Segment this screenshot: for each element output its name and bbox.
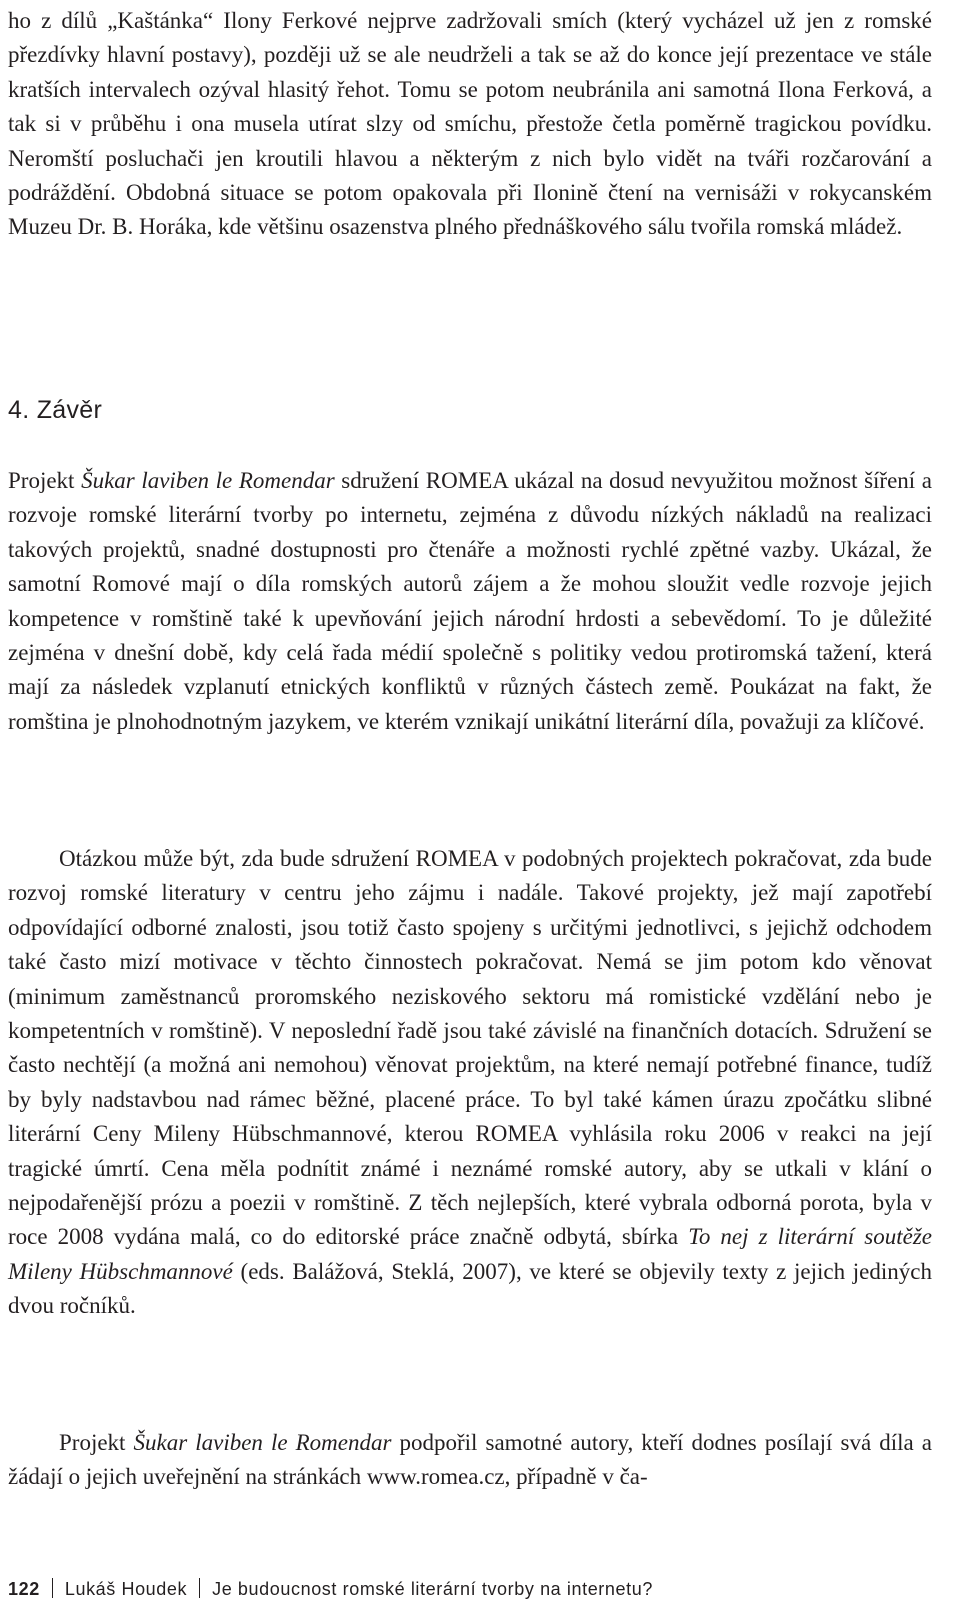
footer-divider: [199, 1578, 200, 1598]
page-footer: [8, 1578, 653, 1600]
footer-author: Lukáš Houdek: [64, 1579, 188, 1599]
page-number: 122: [8, 1579, 40, 1599]
paragraph-text: ho z dílů „Kaštánka“ Ilony Ferkové nejprve zadržovali smích (který vycházel už jen z romské přezdívky hlavní postavy), později už se ale neudrželi a tak se až do konce její prezentace ve stále kratších intervalech ozýval hlasitý řehot. Tomu se potom neubránila ani samotná Ilona Ferková, a tak si v průběhu i ona musela utírat slzy od smíchu, přestože četla poměrně tragickou povídku. Neromští posluchači jen kroutili hlavou a některým z nich bylo vidět na tváři rozčarování a podráždění. Obdobná situace se potom opakovala při Ilonině čtení na vernisáži v rokycanském Muzeu Dr. B. Horáka, kde většinu osazenstva plného přednáškového sálu tvořila romská mládež.: [8, 8, 932, 240]
paragraph-text: Projekt: [59, 1430, 134, 1455]
paragraph-text: Otázkou může být, zda bude sdružení ROMEA v podobných projektech pokračovat, zda bude rozvoj romské literatury v centru jeho zájmu i nadále. Takové projekty, jež mají zapotřebí odpovídající odborné znalosti, jsou totiž často spojeny s určitými jednotlivci, s jejichž odchodem také často mizí motivace v těchto činnostech pokračovat. Nemá se jim potom kdo věnovat (minimum zaměstnanců proromského neziskového sektoru má romistické vzdělání nebo je kompetentních v romštině). V neposlední řadě jsou také závislé na finančních dotacích. Sdružení se často nechtějí (a možná ani nemohou) věnovat projektům, na které nemají potřebné finance, tudíž by byly nadstavbou nad rámec běžné, placené práce. To byl také kámen úrazu zpočátku slibné literární Ceny Mileny Hübschmannové, kterou ROMEA vyhlásila roku 2006 v reakci na její tragické úmrtí. Cena měla podnítit známé i neznámé romské autory, aby se utkali v klání o nejpodařenější prózu a poezii v romštině. Z těch nejlepších, které vybrala odborná porota, byla v roce 2008 vydána malá, co do editorské práce značně odbytá, sbírka: [8, 846, 932, 1250]
paragraph-text: (eds. Balážová, Steklá, 2007), ve které se objevily texty z jejich jediných dvou ročníků.: [8, 1258, 932, 1319]
project-title-italic: Šukar laviben le Romendar: [81, 468, 335, 493]
paragraph-intro: [8, 4, 932, 245]
project-title-italic: Šukar laviben le Romendar: [133, 1430, 392, 1455]
section-heading: 4. Závěr: [8, 396, 103, 424]
book-title-italic: To nej z literární soutěže Mileny Hübschmannové: [8, 1224, 932, 1284]
footer-title: Je budoucnost romské literární tvorby na internetu?: [212, 1579, 653, 1599]
paragraph-conclusion-2: [8, 842, 932, 1324]
paragraph-text: Projekt: [8, 468, 82, 493]
paragraph-conclusion-3: [8, 1426, 932, 1495]
paragraph-conclusion-1: [8, 464, 932, 739]
paragraph-text: sdružení ROMEA ukázal na dosud nevyužitou možnost šíření a rozvoje romské literární tvorby po internetu, zejména z důvodu nízkých nákladů na realizaci takových projektů, snadné dostupnosti pro čtenáře a možnosti rychlé zpětné vazby. Ukázal, že samotní Romové mají o díla romských autorů zájem a že mohou sloužit vedle rozvoje jejich kompetence v romštině také k upevňování jejich národní hrdosti a sebevědomí. To je důležité zejména v dnešní době, kdy celá řada médií společně s politiky vedou protiromská tažení, která mají za následek vzplanutí etnických konfliktů v různých částech země. Poukázat na fakt, že romština je plnohodnotným jazykem, ve kterém vznikají unikátní literární díla, považuji za klíčové.: [8, 468, 932, 734]
paragraph-text: podpořil samotné autory, kteří dodnes posílají svá díla a žádají o jejich uveřejnění na stránkách www.romea.cz, případně v ča-: [8, 1430, 932, 1490]
footer-divider: [52, 1578, 53, 1598]
